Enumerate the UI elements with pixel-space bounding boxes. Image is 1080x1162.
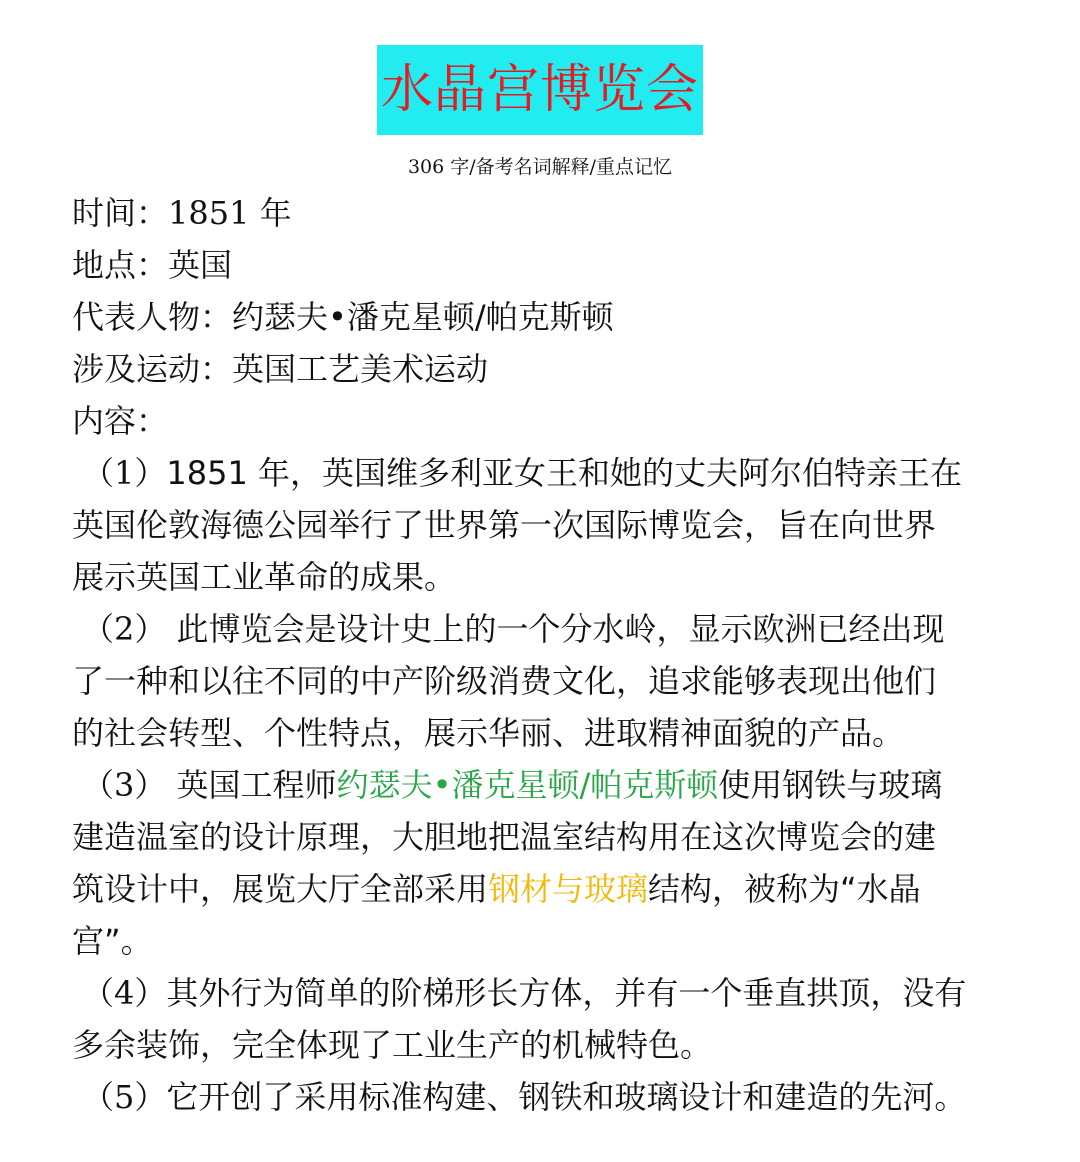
paragraph-4-number: （4） xyxy=(82,974,167,1012)
content-heading: 内容： xyxy=(72,402,169,440)
paragraph-1-line-1 xyxy=(72,447,1032,499)
paragraph-3-text-3a: 筑设计中，展览大厅全部采用 xyxy=(72,870,489,908)
paragraph-5-line-1 xyxy=(72,1071,1032,1123)
paragraph-3-text-1b: 使用钢铁与玻璃 xyxy=(718,766,943,804)
paragraph-2-number: （2） xyxy=(82,610,167,648)
paragraph-1-number: （1） xyxy=(82,454,167,492)
paragraph-3-line-4: 宫”。 xyxy=(72,922,153,960)
paragraph-4 xyxy=(72,967,1032,1071)
paragraph-4-line-1 xyxy=(72,967,1032,1019)
paragraph-1-line-3: 展示英国工业革命的成果。 xyxy=(72,558,457,596)
paragraph-3-text-3b: 结构，被称为“水晶 xyxy=(648,870,921,908)
fact-movement-value: 英国工艺美术运动 xyxy=(232,350,489,388)
fact-place-label: 地点： xyxy=(72,246,169,284)
document-body xyxy=(72,187,1032,1123)
fact-time xyxy=(72,187,1032,239)
paragraph-1-text-1: 1851 年，英国维多利亚女王和她的丈夫阿尔伯特亲王在 xyxy=(166,454,962,492)
fact-person-value: 约瑟夫•潘克星顿/帕克斯顿 xyxy=(232,298,614,336)
paragraph-3-line-1 xyxy=(72,759,1032,811)
paragraph-5-number: （5） xyxy=(82,1078,167,1116)
fact-place-value: 英国 xyxy=(168,246,233,284)
fact-place xyxy=(72,239,1032,291)
paragraph-2-line-1 xyxy=(72,603,1032,655)
title-wrapper xyxy=(0,45,1080,135)
page-subtitle: 306 字/备考名词解释/重点记忆 xyxy=(407,156,673,178)
paragraph-3-line-2: 建造温室的设计原理，大胆地把温室结构用在这次博览会的建 xyxy=(72,818,937,856)
paragraph-2-line-2: 了一种和以往不同的中产阶级消费文化，追求能够表现出他们 xyxy=(72,662,937,700)
paragraph-3-number: （3） xyxy=(82,766,167,804)
paragraph-2-text-1: 此博览会是设计史上的一个分水岭，显示欧洲已经出现 xyxy=(166,610,945,648)
paragraph-2 xyxy=(72,603,1032,759)
paragraph-3-line-3 xyxy=(72,863,1032,915)
paragraph-3-highlight-material: 钢材与玻璃 xyxy=(488,870,649,908)
paragraph-1 xyxy=(72,447,1032,603)
paragraph-3-text-1a: 英国工程师 xyxy=(166,766,337,804)
paragraph-5-text-1: 它开创了采用标准构建、钢铁和玻璃设计和建造的先河。 xyxy=(166,1078,967,1116)
fact-time-value: 1851 年 xyxy=(168,194,292,232)
fact-person-label: 代表人物： xyxy=(72,298,233,336)
paragraph-5 xyxy=(72,1071,1032,1123)
page-title: 水晶宫博览会 xyxy=(377,45,703,135)
paragraph-3-highlight-person: 约瑟夫•潘克星顿/帕克斯顿 xyxy=(336,766,719,804)
paragraph-4-text-1: 其外行为简单的阶梯形长方体，并有一个垂直拱顶，没有 xyxy=(166,974,967,1012)
fact-time-label: 时间： xyxy=(72,194,169,232)
paragraph-2-line-3: 的社会转型、个性特点，展示华丽、进取精神面貌的产品。 xyxy=(72,714,905,752)
paragraph-3 xyxy=(72,759,1032,967)
fact-movement-label: 涉及运动： xyxy=(72,350,233,388)
fact-movement xyxy=(72,343,1032,395)
paragraph-1-line-2: 英国伦敦海德公园举行了世界第一次国际博览会，旨在向世界 xyxy=(72,506,937,544)
paragraph-4-line-2: 多余装饰，完全体现了工业生产的机械特色。 xyxy=(72,1026,713,1064)
fact-person xyxy=(72,291,1032,343)
